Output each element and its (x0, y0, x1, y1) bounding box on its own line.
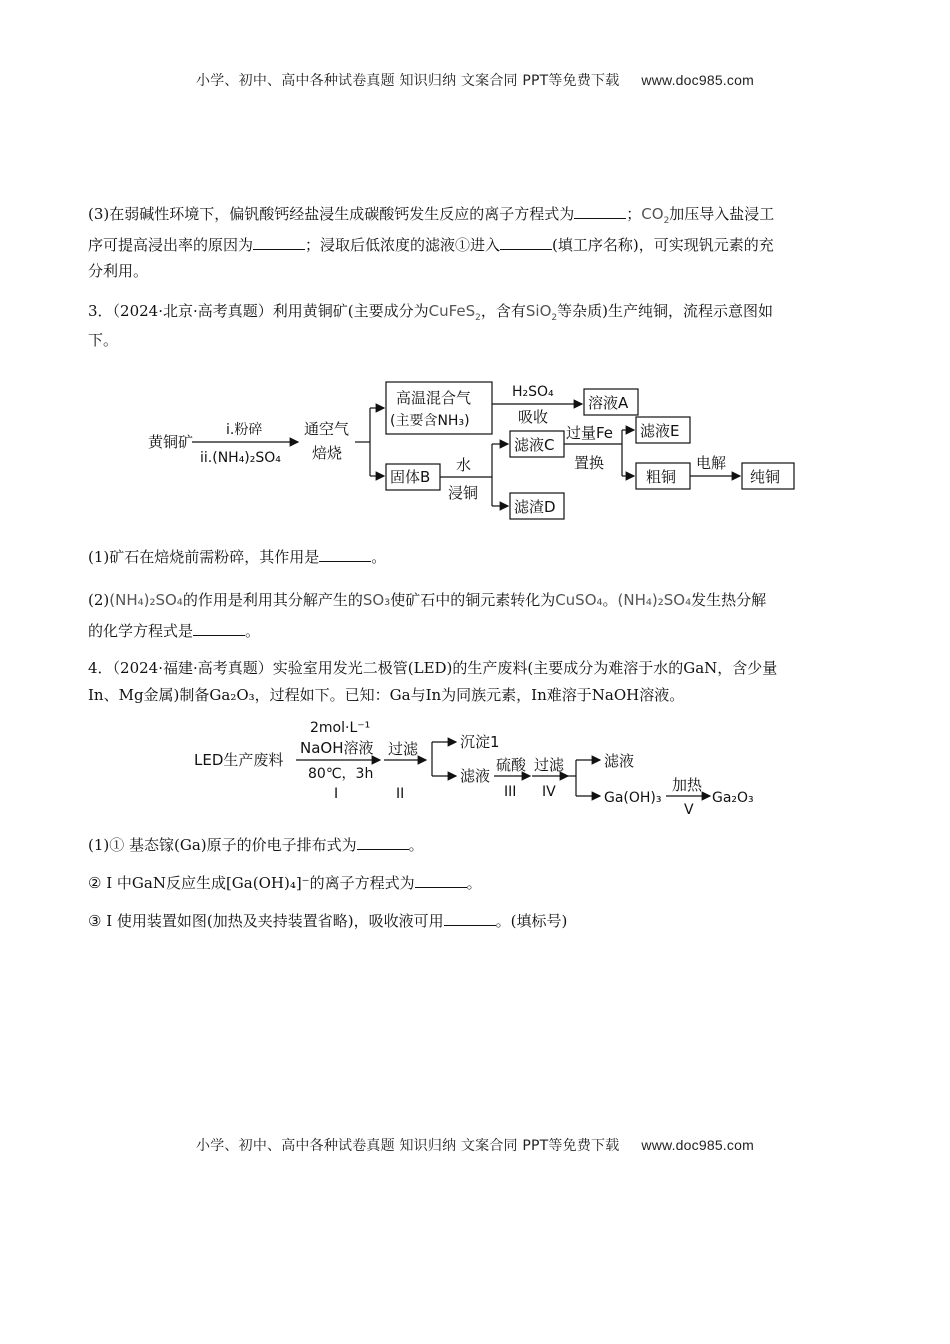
footer-url[interactable]: www.doc985.com (641, 1137, 754, 1153)
q3-intro-line1: 3．（2024·北京·高考真题）利用黄铜矿(主要成分为CuFeS$_2$，含有SiO$_2$等杂质)生产纯铜，流程示意图如 (88, 302, 773, 323)
q4-flow-filtrate2: 滤液 (604, 752, 635, 770)
q4-flow-heat: 加热 (672, 776, 703, 794)
q4-flow-filtrate1: 滤液 (460, 767, 491, 785)
answer-blank[interactable] (574, 204, 626, 219)
q3-intro-line2: 下。 (88, 331, 119, 349)
q4-flow-ga2o3: Ga₂O₃ (712, 790, 754, 806)
q4-part3: ③ I 使用装置如图(加热及夹持装置省略)，吸收液可用 。(填标号) (88, 912, 568, 930)
answer-blank[interactable] (319, 547, 371, 562)
cuso4-formula: CuSO₄ (555, 591, 603, 609)
q4-flow-stepIV: IV (542, 784, 556, 800)
q4-flow-cond2: NaOH溶液 (300, 739, 374, 757)
answer-blank[interactable] (500, 235, 552, 250)
so3-formula: SO₃ (362, 591, 391, 609)
q4-flowchart (190, 716, 770, 821)
flow-step1-top: i.粉碎 (226, 422, 263, 438)
q4-flow-cond3: 80℃，3h (308, 766, 374, 782)
q4-flow-stepII: II (396, 786, 405, 802)
header-text: 小学、初中、高中各种试卷真题 知识归纳 文案合同 PPT等免费下载 (196, 73, 620, 89)
answer-blank[interactable] (357, 835, 409, 850)
q4-flow-filter2: 过滤 (534, 756, 565, 774)
q3-part1: (1)矿石在焙烧前需粉碎，其作用是 。 (88, 548, 387, 566)
flow-water: 水 (456, 456, 472, 474)
flow-gas-line2: (主要含NH₃) (390, 413, 470, 429)
answer-blank[interactable] (415, 873, 467, 888)
flow-filtC: 滤液C (514, 436, 555, 454)
q4-flow-stepV: V (684, 802, 694, 818)
flow-start: 黄铜矿 (148, 433, 194, 451)
q2-part3-line3: 分利用。 (88, 262, 149, 280)
flow-step1-bottom: ii.(NH₄)₂SO₄ (200, 450, 281, 466)
q4-flow-cond1: 2mol·L⁻¹ (310, 720, 371, 736)
q4-flow-filter1: 过滤 (388, 740, 419, 758)
flow-excessFe: 过量Fe (566, 424, 614, 442)
flow-solA: 溶液A (588, 394, 629, 412)
q4-flow-stepI: I (334, 786, 339, 802)
cufes2-formula: CuFeS$_2$ (428, 302, 481, 323)
flow-leach: 浸铜 (448, 484, 479, 502)
flow-electrolysis: 电解 (696, 454, 727, 472)
flow-absorb: 吸收 (518, 408, 549, 426)
co2-formula: $CO_2$ (641, 205, 670, 226)
q4-part2: ② I 中GaN反应生成[Ga(OH)₄]⁻的离子方程式为 。 (88, 874, 482, 892)
q2-part3-line1: (3)在弱碱性环境下，偏钒酸钙经盐浸生成碳酸钙发生反应的离子方程式为 ；$CO_2$加压导入盐浸工 (88, 205, 775, 226)
page-footer (0, 1135, 950, 1155)
q4-intro-line2: In、Mg金属)制备Ga₂O₃，过程如下。已知：Ga与In为同族元素，In难溶于NaOH溶液。 (88, 686, 685, 704)
page-header (0, 70, 950, 90)
q4-flow-stepIII: III (504, 784, 517, 800)
q4-intro-line1: 4．（2024·福建·高考真题）实验室用发光二极管(LED)的生产废料(主要成分为难溶于水的GaN，含少量 (88, 659, 778, 677)
flow-replace: 置换 (574, 454, 605, 472)
flow-gas-line1: 高温混合气 (396, 389, 472, 407)
flow-solidB: 固体B (390, 468, 431, 486)
sio2-formula: SiO$_2$ (525, 302, 558, 323)
flow-roast-top: 通空气 (304, 420, 350, 438)
q4-flow-precip: 沉淀1 (460, 733, 500, 751)
q3-part2-line1: (2)(NH₄)₂SO₄的作用是利用其分解产生的SO₃使矿石中的铜元素转化为CuSO₄。(NH₄)₂SO₄发生热分解 (88, 591, 767, 609)
flow-pureCu: 纯铜 (750, 468, 781, 486)
flow-h2so4: H₂SO₄ (512, 384, 554, 400)
q4-flow-start: LED生产废料 (194, 751, 284, 769)
flow-filtE: 滤液E (640, 422, 680, 440)
q3-part2-line2: 的化学方程式是 。 (88, 622, 261, 640)
nh4-2so4-formula: (NH₄)₂SO₄ (617, 591, 692, 609)
footer-text: 小学、初中、高中各种试卷真题 知识归纳 文案合同 PPT等免费下载 (196, 1138, 620, 1154)
q2-part3-line2: 序可提高浸出率的原因为 ；浸取后低浓度的滤液①进入 (填工序名称)，可实现钒元素的充 (88, 236, 774, 254)
flow-residueD: 滤渣D (514, 498, 556, 516)
answer-blank[interactable] (444, 911, 496, 926)
flow-roast-bottom: 焙烧 (312, 444, 343, 462)
q4-part1: (1)① 基态镓(Ga)原子的价电子排布式为 。 (88, 836, 424, 854)
answer-blank[interactable] (193, 621, 245, 636)
nh4-2so4-formula: (NH₄)₂SO₄ (109, 591, 183, 609)
q4-flow-acid: 硫酸 (496, 756, 527, 774)
flow-crudeCu: 粗铜 (646, 468, 677, 486)
answer-blank[interactable] (253, 235, 305, 250)
q3-flowchart (140, 372, 820, 527)
q4-flow-gaoh3: Ga(OH)₃ (604, 790, 662, 806)
header-url[interactable]: www.doc985.com (641, 72, 754, 88)
